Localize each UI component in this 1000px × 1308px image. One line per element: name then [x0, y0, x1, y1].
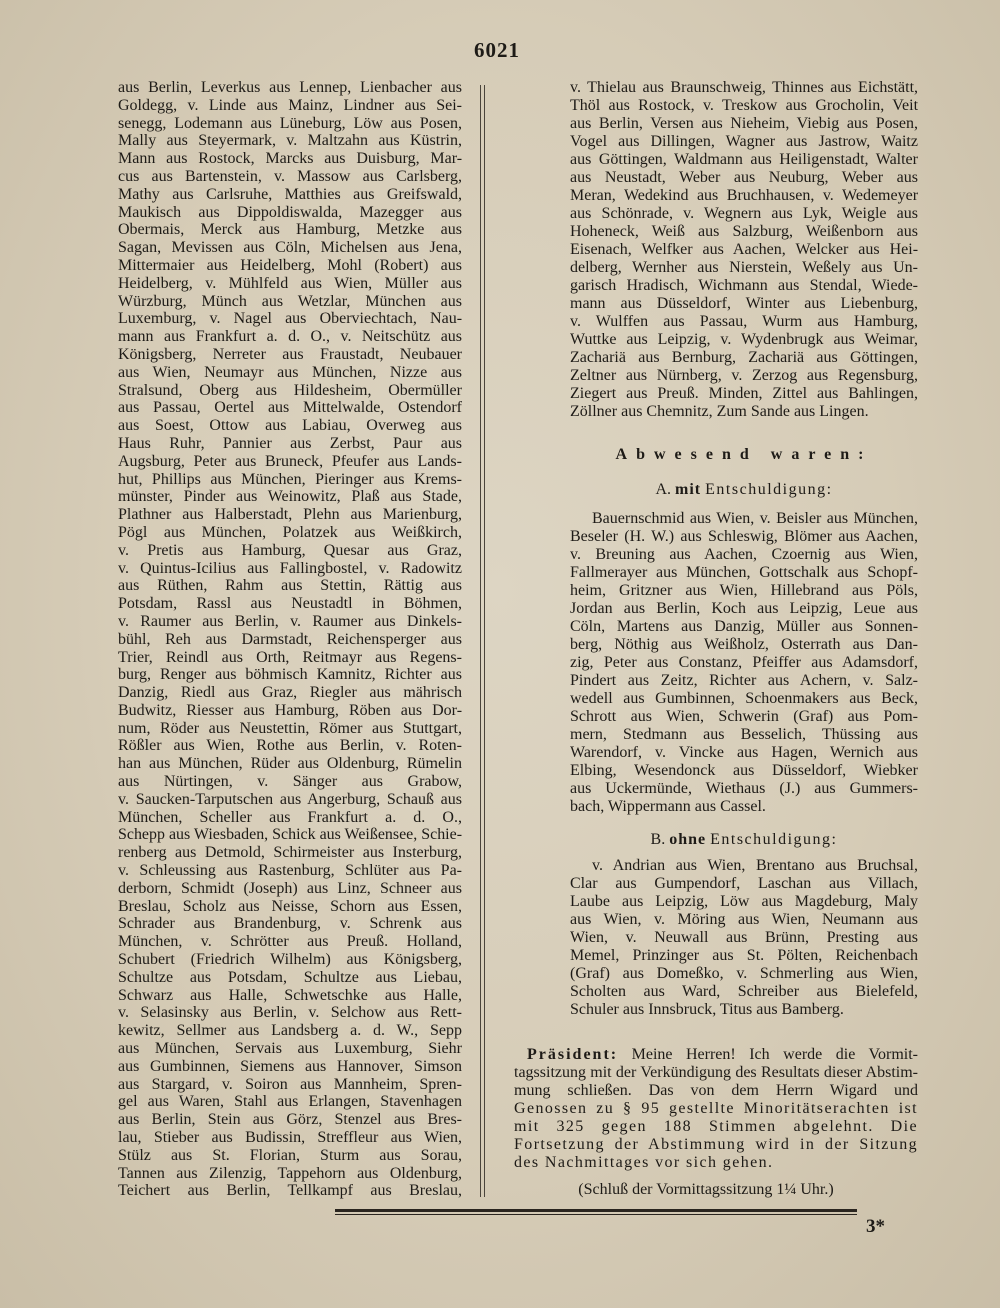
subheading-excused [570, 481, 918, 499]
subheading-label: A. [655, 481, 672, 498]
text-line: Genossen zu § 95 gestellte Minoritätserachten ist [514, 1100, 919, 1117]
text-line: bach, Wippermann aus Cassel. [570, 798, 766, 815]
text-line: garisch Hradisch, Wichmann aus Stendal, Wiede- [570, 277, 918, 294]
text-line: Pögl aus München, Polatzek aus Weißkirch, [118, 523, 462, 541]
text-line: Elbing, Wesendonck aus Düsseldorf, Wiebker [570, 762, 918, 779]
text-line: Mathy aus Carlsruhe, Matthies aus Greifswald, [118, 185, 463, 203]
text-line: v. Pretis aus Hamburg, Quesar aus Graz, [118, 541, 462, 559]
text-line: mung schließen. Das von dem Herrn Wigard und [514, 1082, 919, 1099]
subheading-text: Entschuldigung: [705, 481, 833, 498]
text-line: Schubert (Friedrich Wilhelm) aus Königsberg, [118, 951, 463, 969]
text-line: v. Wulffen aus Passau, Wurm aus Hamburg, [570, 313, 919, 330]
text-line: Zöllner aus Chemnitz, Zum Sande aus Lingen. [570, 403, 869, 420]
text-line: aus München, Servais aus Luxemburg, Siehr [118, 1040, 462, 1058]
text-line: bühl, Reh aus Darmstadt, Reichensperger aus [118, 630, 462, 648]
text-line: Budwitz, Riesser aus Hamburg, Röben aus Dor- [118, 701, 463, 719]
text-line: v. Breuning aus Aachen, Czoernig aus Wien, [570, 546, 918, 563]
text-line: Maukisch aus Dippoldiswalda, Mazegger aus [118, 203, 462, 221]
text-line: v. Selasinsky aus Berlin, v. Selchow aus Rett- [118, 1004, 462, 1022]
text-line: mern, Stedmann aus Besselich, Thüssing aus [570, 726, 918, 743]
text-line: Wien, v. Neuwall aus Brünn, Presting aus [570, 929, 918, 946]
text-line: Heidelberg, v. Mühlfeld aus Wien, Müller aus [118, 274, 462, 292]
subheading-emphasis: mit [675, 481, 702, 498]
text-line: renberg aus Detmold, Schirmeister aus Insterburg, [118, 844, 463, 862]
subheading-text: Entschuldigung: [710, 831, 838, 848]
text-line: aus Berlin, Leverkus aus Lennep, Lienbacher aus [118, 79, 462, 96]
text-line: Zachariä aus Bernburg, Zachariä aus Göttingen, [570, 349, 918, 366]
text-line: kewitz, Sellmer aus Landsberg a. d. W., Sepp [118, 1022, 462, 1040]
subheading-unexcused [570, 831, 918, 849]
text-line: Vogel aus Dillingen, Wagner aus Jastrow, Waitz [570, 133, 918, 150]
text-line: aus Nürtingen, v. Sänger aus Grabow, [118, 773, 463, 791]
text-line: wedell aus Gumbinnen, Schoenmakers aus Beck, [570, 690, 918, 707]
text-line: senegg, Lodemann aus Lüneburg, Löw aus Posen, [118, 114, 463, 132]
text-line: Wuttke aus Leipzig, v. Wydenbrugk aus Weimar, [570, 331, 918, 348]
text-line: Fortsetzung der Abstimmung wird in der Sitzung [514, 1136, 919, 1153]
session-closing-note: (Schluß der Vormittagssitzung 1¼ Uhr.) [578, 1181, 834, 1198]
text-line: Scholten aus Ward, Schreiber aus Bielefeld, [570, 983, 919, 1000]
text-line: Rößler aus Wien, Rothe aus Berlin, v. Roten- [118, 737, 463, 755]
text-line: Thöl aus Rostock, v. Treskow aus Grocholin, Veit [570, 97, 919, 114]
text-line: aus Neustadt, Weber aus Neuburg, Weber aus [570, 169, 918, 186]
text-line: Schrott aus Wien, Schwerin (Graf) aus Pom- [570, 708, 919, 725]
text-line [527, 1046, 918, 1064]
text-line: aus Wien, Neumayr aus München, Nizze aus [118, 363, 463, 381]
text-line: Beseler (H. W.) aus Schleswig, Blömer aus Aachen, [570, 528, 918, 545]
text-line: Schepp aus Wiesbaden, Schick aus Weißensee, Schie- [118, 826, 463, 844]
text-line: Laube aus Leipzig, Löw aus Magdeburg, Maly [570, 893, 919, 910]
excused-list [570, 510, 918, 816]
text-line: Mittermaier aus Heidelberg, Mohl (Robert) aus [118, 256, 462, 274]
text-line: v. Raumer aus Berlin, v. Raumer aus Dinkels- [118, 612, 462, 630]
text-line: cus aus Bartenstein, v. Massow aus Carlsberg, [118, 167, 463, 185]
text-line: Danzig, Riedl aus Graz, Riegler aus mährisch [118, 684, 463, 702]
text-line: num, Röder aus Neustettin, Römer aus Stuttgart, [118, 719, 462, 737]
text-line: Fallmerayer aus München, Gottschalk aus Schopf- [570, 564, 919, 581]
text-line: des Nachmittages vor sich gehen. [514, 1154, 774, 1171]
text-line: Cöln, Martens aus Danzig, Müller aus Sonnen- [570, 618, 919, 635]
text-line: zig, Peter aus Constanz, Pfeiffer aus Adamsdorf, [570, 654, 918, 671]
text-line: Jordan aus Berlin, Koch aus Leipzig, Leue aus [570, 600, 918, 617]
left-column [118, 79, 462, 1200]
subheading-emphasis: ohne [669, 831, 707, 848]
text-line: (Graf) aus Domeßko, v. Schmerling aus Wien, [570, 965, 919, 982]
text-line: aus Wien, v. Möring aus Wien, Neumann aus [570, 911, 919, 928]
text-line: lau, Stieber aus Budissin, Streffleur aus Wien, [118, 1129, 463, 1147]
text-line: Goldegg, v. Linde aus Mainz, Lindner aus Sei- [118, 96, 462, 114]
text-line: München, v. Schrötter aus Preuß. Holland, [118, 933, 462, 951]
text-line-content: Meine Herren! Ich werde die Vormit- [631, 1046, 918, 1063]
text-line: aus Stargard, v. Soiron aus Mannheim, Spren- [118, 1075, 462, 1093]
present-list-continued [570, 79, 918, 421]
text-line: Tannen aus Zilenzig, Tappehorn aus Oldenburg, [118, 1164, 462, 1182]
text-line: Schuler aus Innsbruck, Titus aus Bamberg. [570, 1001, 844, 1018]
text-line: aus Göttingen, Waldmann aus Heiligenstadt, Walter [570, 151, 918, 168]
text-line: münster, Pinder aus Weinowitz, Plaß aus Stade, [118, 488, 462, 506]
text-line: derborn, Schmidt (Joseph) aus Linz, Schneer aus [118, 879, 463, 897]
text-line: aus Berlin, Stein aus Görz, Stenzel aus Bres- [118, 1111, 463, 1129]
text-line: aus Gumbinnen, Siemens aus Hannover, Simson [118, 1057, 462, 1075]
text-line: v. Andrian aus Wien, Brentano aus Bruchsal, [592, 857, 919, 874]
text-line: München, Scheller aus Frankfurt a. d. O., [118, 808, 462, 826]
page-number: 6021 [474, 38, 520, 62]
text-line: Pindert aus Zeitz, Richter aus Achern, v. Salz- [570, 672, 919, 689]
text-line: heim, Gritzner aus Wien, Hillebrand aus Pöls, [570, 582, 918, 599]
text-line: mit 325 gegen 188 Stimmen abgelehnt. Die [514, 1118, 918, 1135]
section-heading-absent: Abwesend waren: [615, 446, 873, 463]
text-line: Plathner aus Halberstadt, Plehn aus Marienburg, [118, 506, 463, 524]
text-line: v. Thielau aus Braunschweig, Thinnes aus Eichstätt, [570, 79, 919, 96]
text-line: Trier, Reindl aus Orth, Reitmayr aus Regens- [118, 648, 462, 666]
text-line: han aus München, Rüder aus Oldenburg, Rümelin [118, 755, 462, 773]
text-line: gel aus Waren, Stahl aus Erlangen, Stavenhagen [118, 1093, 463, 1111]
text-line: Warendorf, v. Vincke aus Hagen, Wernich aus [570, 744, 919, 761]
text-line: tagssitzung mit der Verkündigung des Resultats dieser Abstim- [514, 1064, 918, 1081]
text-line: v. Schleussing aus Rastenburg, Schlüter aus Pa- [118, 862, 462, 880]
text-line: Haus Ruhr, Pannier aus Zerbst, Paur aus [118, 434, 463, 452]
text-line: Obermais, Merck aus Hamburg, Metzke aus [118, 221, 462, 239]
text-line: aus Passau, Oertel aus Mittelwalde, Ostendorf [118, 399, 462, 417]
text-line: v. Quintus-Icilius aus Fallingbostel, v. Radowitz [118, 559, 462, 577]
text-line: hut, Phillips aus München, Pieringer aus Krems- [118, 470, 463, 488]
text-line: Schultze aus Potsdam, Schultze aus Liebau, [118, 968, 462, 986]
subheading-label: B. [650, 831, 666, 848]
text-line: Mally aus Steyermark, v. Maltzahn aus Küstrin, [118, 132, 462, 150]
text-line: Luxemburg, v. Nagel aus Oberviechtach, Nau- [118, 310, 463, 328]
text-line: Zeltner aus Nürnberg, v. Zerzog aus Regensburg, [570, 367, 919, 384]
text-line: Königsberg, Nerreter aus Fraustadt, Neubauer [118, 345, 462, 363]
sheet-signature: 3* [866, 1216, 885, 1237]
text-line: Memel, Prinzinger aus St. Pölten, Reichenbach [570, 947, 919, 964]
text-line: Stülz aus St. Florian, Sturm aus Sorau, [118, 1146, 462, 1164]
president-statement [514, 1046, 918, 1172]
text-line: Stralsund, Oberg aus Hildesheim, Obermüller [118, 381, 462, 399]
text-line: Sagan, Mevissen aus Cöln, Michelsen aus Jena, [118, 239, 462, 257]
bottom-rule [335, 1209, 857, 1215]
text-line: mann aus Düsseldorf, Winter aus Liebenburg, [570, 295, 919, 312]
text-line: berg, Nöthig aus Weißholz, Osterrath aus Dan- [570, 636, 918, 653]
text-line: aus Berlin, Versen aus Nieheim, Viebig aus Posen, [570, 115, 918, 132]
text-line: mann aus Frankfurt a. d. O., v. Neitschütz aus [118, 328, 463, 346]
text-line: Hoheneck, Weiß aus Salzburg, Weißenborn aus [570, 223, 918, 240]
column-divider [484, 85, 485, 1197]
text-line: burg, Renger aus böhmisch Kamnitz, Richter aus [118, 666, 463, 684]
text-line: aus Uckermünde, Wiethaus (J.) aus Gummers- [570, 780, 918, 797]
text-line: Ziegert aus Preuß. Minden, Zittel aus Bahlingen, [570, 385, 919, 402]
speaker-label: Präsident: [527, 1046, 619, 1063]
text-line: Augsburg, Peter aus Bruneck, Pfeufer aus Lands- [118, 452, 462, 470]
text-line: Potsdam, Rassl aus Neustadtl in Böhmen, [118, 595, 463, 613]
unexcused-list [570, 857, 918, 1019]
text-line: Schrader aus Brandenburg, v. Schrenk aus [118, 915, 462, 933]
text-line: aus Soest, Ottow aus Labiau, Overweg aus [118, 417, 462, 435]
text-line: Würzburg, Münch aus Wetzlar, München aus [118, 292, 462, 310]
text-line: Eisenach, Welfker aus Aachen, Welcker aus Hei- [570, 241, 919, 258]
text-line: v. Saucken-Tarputschen aus Angerburg, Schauß aus [118, 790, 463, 808]
text-line: Breslau, Scholz aus Neisse, Schorn aus Essen, [118, 897, 462, 915]
text-line: aus Schönrade, v. Wegnern aus Lyk, Weigle aus [570, 205, 918, 222]
text-line: Teichert aus Berlin, Tellkampf aus Breslau, [118, 1182, 462, 1200]
text-line: Schwarz aus Halle, Schwetschke aus Halle, [118, 986, 462, 1004]
text-line: Meran, Wedekind aus Bruchhausen, v. Wedemeyer [570, 187, 919, 204]
column-divider [480, 85, 481, 1197]
text-line: delberg, Wernher aus Nierstein, Weßely aus Un- [570, 259, 918, 276]
text-line: Bauernschmid aus Wien, v. Beisler aus München, [592, 510, 918, 527]
text-line: aus Rüthen, Rahm aus Stettin, Rättig aus [118, 577, 462, 595]
text-line: Mann aus Rostock, Marcks aus Duisburg, Mar- [118, 150, 463, 168]
text-line: Clar aus Gumpendorf, Laschan aus Villach, [570, 875, 919, 892]
